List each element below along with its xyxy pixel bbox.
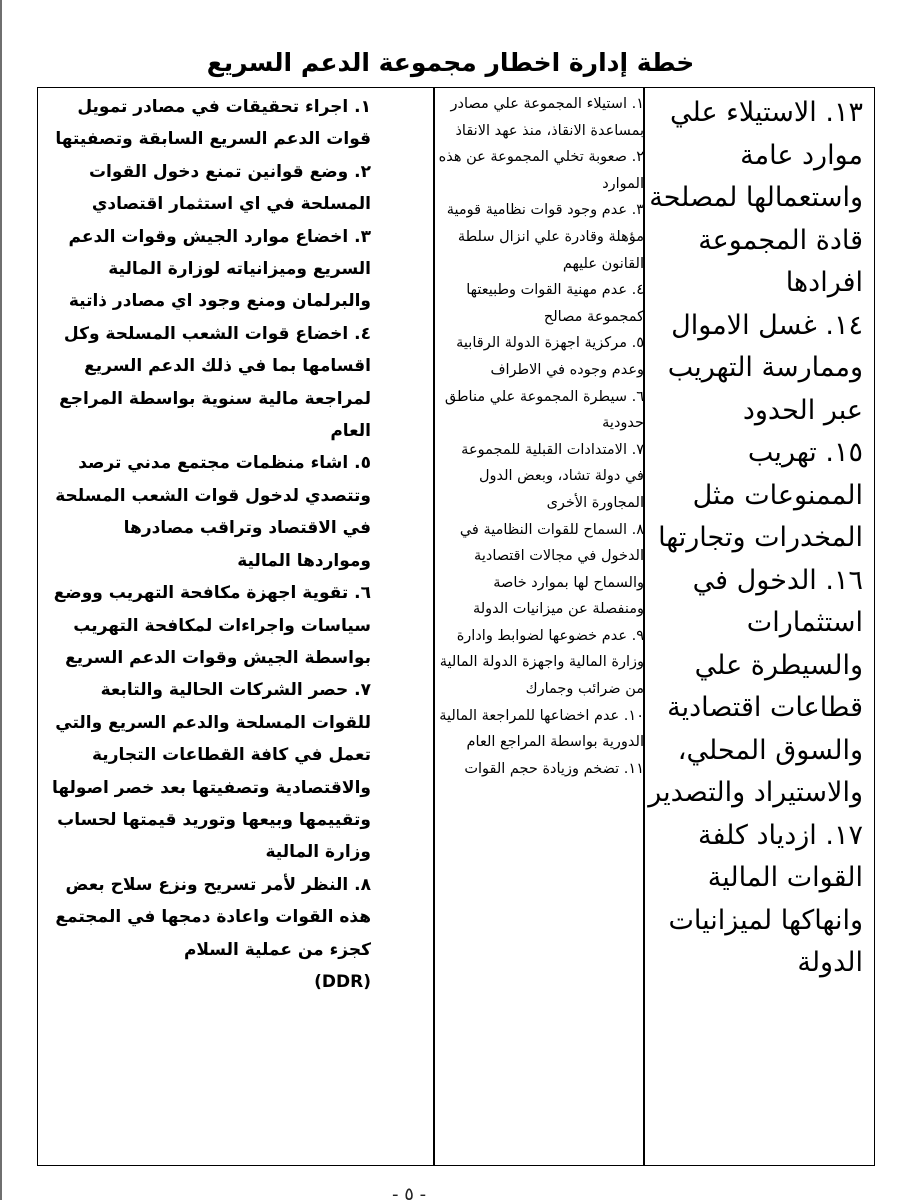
cause-item: ٥. مركزية اجهزة الدولة الرقابية وعدم وجوده في الاطراف	[456, 335, 644, 378]
ddr-abbreviation: (DDR)	[314, 971, 371, 992]
cause-item: ٦. سيطرة المجموعة علي مناطق حدودية	[444, 388, 644, 432]
measure-item: ٥. اشاء منظمات مجتمع مدني ترصد وتتصدي لدخول قوات الشعب المسلحة في الاقتصاد وتراقب مصادرها ومواردها المالية	[55, 453, 371, 571]
measure-item: ٣. اخضاع موارد الجيش وقوات الدعم السريع وميزانياته لوزارة المالية والبرلمان ومنع وجود اي مصادر ذاتية	[68, 226, 371, 312]
measure-item: ١. اجراء تحقيقات في مصادر تمويل قوات الدعم السريع السابقة وتصفيتها	[55, 97, 371, 150]
measure-item: ٧. حصر الشركات الحالية والتابعة للقوات المسلحة والدعم السريع والتي تعمل في كافة القطاعات التجارية والاقتصادية وتصفيتها بعد خصر اصولها وتقييمها وبيعها وتوريد قيمتها لحساب وزارة المالية	[51, 680, 371, 863]
risk-management-table	[37, 87, 875, 1166]
cause-item: ١٠. عدم اخضاعها للمراجعة المالية الدورية بواسطة المراجع العام	[439, 707, 644, 751]
risk-item: ١٧. ازدياد كلفة القوات المالية وانهاكها لميزانيات الدولة	[668, 819, 863, 978]
risk-item: ١٥. تهريب الممنوعات مثل المخدرات وتجارتها	[658, 437, 863, 553]
causes-column	[438, 88, 644, 782]
measures-column	[46, 88, 371, 998]
document-title: خطة إدارة اخطار مجموعة الدعم السريع	[206, 48, 695, 77]
measure-item: ٤. اخضاع قوات الشعب المسلحة وكل اقسامها بما في ذلك الدعم السريع لمراجعة مالية سنوية بواسطة المراجع العام	[59, 323, 371, 442]
cause-item: ٧. الامتدادات القبلية للمجموعة في دولة تشاد، وبعض الدول المجاورة الأخرى	[461, 441, 644, 511]
risk-item: ١٦. الدخول في استثمارات والسيطرة علي قطاعات اقتصادية والسوق المحلي، والاستيراد والتصدير	[648, 564, 863, 808]
risk-item: ١٤. غسل الاموال وممارسة التهريب عبر الحدود	[667, 309, 863, 426]
risk-item: ١٣. الاستيلاء علي موارد عامة واستعمالها لمصلحة قادة المجموعة افرادها	[649, 97, 863, 298]
cause-item: ١. استيلاء المجموعة علي مصادر بمساعدة الانقاذ، منذ عهد الانقاذ	[450, 96, 644, 139]
measure-item: ٨. النظر لأمر تسريح ونزع سلاح بعض هذه القوات واعادة دمجها في المجتمع كجزء من عملية السلام	[55, 874, 371, 960]
cause-item: ١١. تضخم وزيادة حجم القوات	[464, 760, 644, 777]
column-divider-left	[433, 88, 435, 1165]
page-number	[392, 1188, 512, 1200]
measure-item: ٢. وضع قوانين تمنع دخول القوات المسلحة في اي استثمار اقتصادي	[88, 161, 371, 215]
measure-suffix	[46, 966, 371, 998]
scan-edge-line	[0, 0, 2, 1200]
cause-item: ٨. السماح للقوات النظامية في الدخول في مجالات اقتصادية والسماح لها بموارد خاصة ومنفصلة عن ميزانيات الدولة	[459, 521, 644, 618]
cause-item: ٣. عدم وجود قوات نظامية قومية مؤهلة وقادرة علي انزال سلطة القانون عليهم	[446, 202, 644, 272]
page-number-text: - ٥ -	[392, 1188, 427, 1200]
cause-item: ٢. صعوبة تخلي المجموعة عن هذه الموارد	[438, 149, 644, 192]
measure-item: ٦. تقوية اجهزة مكافحة التهريب ووضع سياسات واجراءات لمكافحة التهريب بواسطة الجيش وقوات الدعم السريع	[53, 583, 371, 668]
cause-item: ٤. عدم مهنية القوات وطبيعتها كمجموعة مصالح	[466, 282, 644, 325]
risks-column	[648, 88, 863, 985]
cause-item: ٩. عدم خضوعها لضوابط وادارة وزارة المالية واجهزة الدولة المالية من ضرائب وجمارك	[439, 627, 644, 698]
